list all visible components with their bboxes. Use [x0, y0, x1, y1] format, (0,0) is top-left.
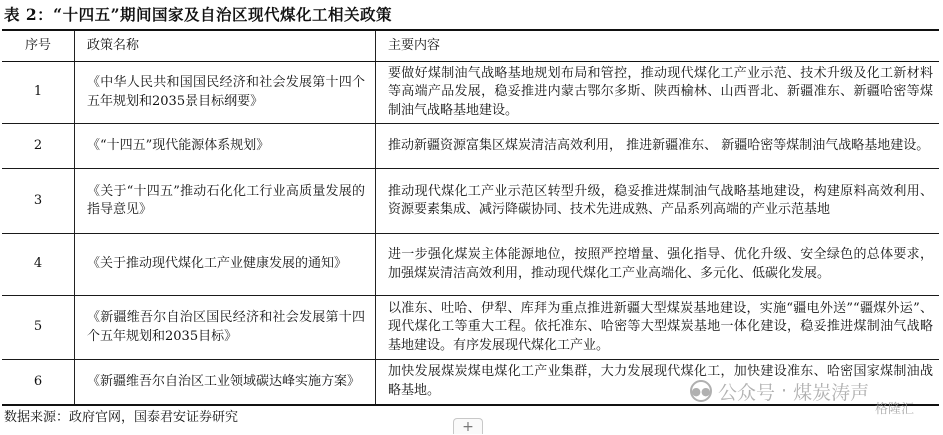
policy-content: 推动现代煤化工产业示范区转型升级，稳妥推进煤制油气战略基地建设，构建原料高效利用、资源要素集成、减污降碳协同、技术先进成熟、产品系列高端的产业示范基地 — [376, 169, 940, 234]
row-number: 1 — [2, 62, 75, 124]
policy-content: 要做好煤制油气战略基地规划布局和管控，推动现代煤化工产业示范、技术升级及化工新材料等高端产品发展，稳妥推进内蒙古鄂尔多斯、陕西榆林、山西晋北、新疆准东、新疆哈密等煤制油气战略基地建设。 — [376, 62, 940, 124]
header-serial-number: 序号 — [2, 30, 75, 62]
table-row — [2, 360, 939, 405]
header-policy-name: 政策名称 — [75, 30, 376, 62]
policy-name: 《关于推动现代煤化工产业健康发展的通知》 — [75, 234, 376, 296]
header-main-content: 主要内容 — [376, 30, 940, 62]
row-number: 3 — [2, 169, 75, 234]
watermark-account-name: 煤炭涛声 — [793, 381, 870, 404]
data-source-note: 数据来源：政府官网，国泰君安证券研究 — [4, 410, 239, 425]
watermark-separator: · — [781, 380, 788, 402]
policy-table — [2, 29, 939, 406]
policy-name: 《新疆维吾尔自治区工业领域碳达峰实施方案》 — [75, 360, 376, 405]
table-title: 表 2：“十四五”期间国家及自治区现代煤化工相关政策 — [4, 5, 393, 24]
table-row — [2, 169, 939, 234]
policy-content: 加快发展煤炭煤电煤化工产业集群，大力发展现代煤化工，加快建设准东、哈密国家煤制油战略基地。 — [376, 360, 940, 405]
table-row — [2, 234, 939, 296]
watermark-badge: 格隆汇 — [875, 402, 915, 417]
policy-name: 《“十四五”现代能源体系规划》 — [75, 124, 376, 169]
policy-name: 《中华人民共和国国民经济和社会发展第十四个五年规划和2035景目标纲要》 — [75, 62, 376, 124]
table-header-row — [2, 30, 939, 62]
table-row — [2, 124, 939, 169]
row-number: 4 — [2, 234, 75, 296]
wechat-icon: ●● — [690, 380, 712, 402]
expand-button[interactable]: + — [453, 418, 483, 434]
row-number: 5 — [2, 296, 75, 360]
policy-content: 推动新疆资源富集区煤炭清洁高效利用， 推进新疆准东、 新疆哈密等煤制油气战略基地建设。 — [376, 124, 940, 169]
policy-name: 《关于“十四五”推动石化化工行业高质量发展的指导意见》 — [75, 169, 376, 234]
table-row — [2, 296, 939, 360]
table-row — [2, 62, 939, 124]
row-number: 6 — [2, 360, 75, 405]
watermark-label: 公众号 — [718, 381, 776, 404]
policy-content: 以准东、吐哈、伊犁、库拜为重点推进新疆大型煤炭基地建设，实施“疆电外送”“疆煤外运”、现代煤化工等重大工程。依托准东、哈密等大型煤炭基地一体化建设，稳妥推进煤制油气战略基地建设。有序发展现代煤化工产业。 — [376, 296, 940, 360]
policy-name: 《新疆维吾尔自治区国民经济和社会发展第十四个五年规划和2035目标》 — [75, 296, 376, 360]
policy-content: 进一步强化煤炭主体能源地位，按照严控增量、强化指导、优化升级、安全绿色的总体要求，加强煤炭清洁高效利用，推动现代煤化工产业高端化、多元化、低碳化发展。 — [376, 234, 940, 296]
row-number: 2 — [2, 124, 75, 169]
